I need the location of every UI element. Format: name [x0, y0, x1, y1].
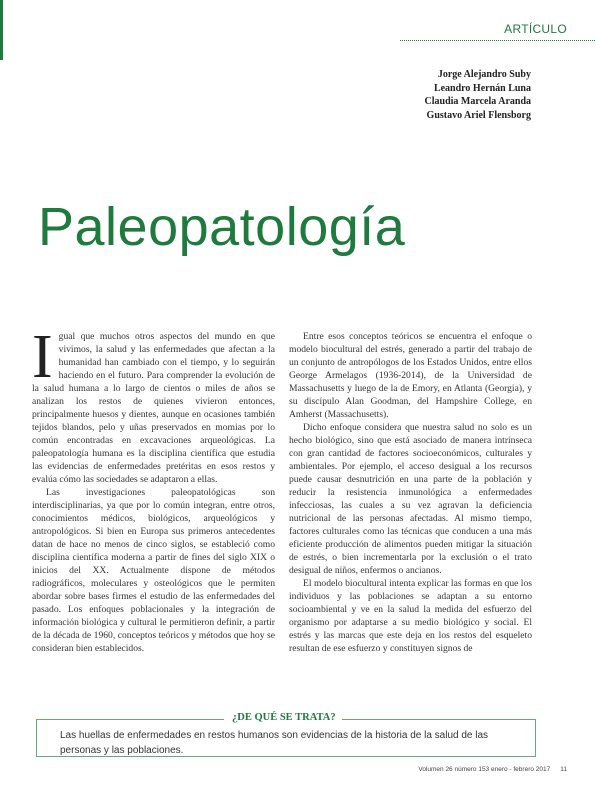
box-rule-right	[342, 719, 535, 720]
page-number: 11	[560, 766, 567, 773]
page-footer	[418, 766, 567, 773]
section-label: ARTÍCULO	[504, 22, 567, 36]
summary-box-text: Las huellas de enfermedades en restos humanos son evidencias de la historia de la salud de las personas y las poblaciones.	[60, 730, 489, 756]
box-rule-left	[36, 719, 224, 720]
body-paragraph: Dicho enfoque considera que nuestra salud no solo es un hecho biológico, sino que está asociado de manera intrínseca con gran cantidad de factores socioeconómicos, culturales y ambientales. Por ejemplo, el acceso desigual a los recursos puede causar desnutrición en una parte de la población y reducir la resistencia inmunológica a enfermedades infecciosas, las cuales a su vez agravan la deficiencia nutricional de las personas afectadas. Al mismo tiempo, factores culturales como las técnicas que conducen a una más eficiente producción de alimentos pueden mitigar la situación de estrés, o bien incrementarla por la exclusión o el trato desigual de niños, enfermos o ancianos.	[289, 422, 532, 576]
body-column-left	[32, 323, 275, 655]
author-name: Claudia Marcela Aranda	[424, 96, 531, 107]
body-paragraph: Entre esos conceptos teóricos se encuentra el enfoque o modelo biocultural del estrés, generado a partir del trabajo de un conjunto de antropólogos de los Estados Unidos, entre ellos George Armelagos (1936-2014), de la Universidad de Massachusetts y luego de la de Emory, en Atlanta (Georgia), y su discípulo Alan Goodman, del Hampshire College, en Amherst (Massachusetts).	[289, 331, 532, 420]
author-name: Leandro Hernán Luna	[433, 82, 531, 94]
body-paragraph	[32, 323, 275, 486]
article-title: Paleopatología	[38, 197, 406, 257]
author-name: Jorge Alejandro Suby	[437, 69, 531, 80]
section-rule	[400, 40, 595, 41]
drop-cap: I	[32, 323, 53, 391]
body-column-right	[289, 330, 532, 655]
paragraph-text: gual que muchos otros aspectos del mundo en que vivimos, la salud y las enfermedades que afectan a la humanidad han cambiado con el tiempo, y lo seguirán haciendo en el futuro. Para comprender la evolución de la salud humana a lo largo de cientos o miles de años se analizan los restos de quienes vivieron entonces, principalmente huesos y dientes, aunque en ocasiones también tejidos blandos, pelo y uñas preservados en momias por lo común encontradas en excavaciones arqueológicas. La paleopatología humana es la disciplina científica que estudia las evidencias de enfermedades pretéritas en esos restos y evalúa cómo las sociedades se adaptaron a ellas.	[32, 331, 275, 485]
accent-bar	[0, 0, 3, 60]
body-paragraph: El modelo biocultural intenta explicar las formas en que los individuos y las poblaciones se adaptan a su entorno socioambiental y ve en la salud la medida del esfuerzo del organismo por adaptarse a su medio biológico y social. El estrés y las marcas que este deja en los restos del esqueleto resultan de ese esfuerzo y constituyen signos de	[289, 578, 532, 654]
body-paragraph: Las investigaciones paleopatológicas son interdisciplinarias, ya que por lo común integran, entre otros, conocimientos médicos, biológicos, arqueológicos y antropológicos. Si bien en Europa sus primeros antecedentes datan de hace no menos de cinco siglos, se estableció como disciplina científica moderna a partir de fines del siglo XIX o inicios del XX. Actualmente dispone de métodos radiográficos, moleculares y osteológicos que le permiten abordar sobre bases firmes el estudio de las enfermedades del pasado. Los enfoques poblacionales y la integración de información biológica y cultural le permitieron definir, a partir de la década de 1960, conceptos teóricos y métodos que hoy se consideran bien establecidos.	[32, 487, 275, 654]
author-name: Gustavo Ariel Flensborg	[426, 109, 531, 121]
summary-box-heading: ¿DE QUÉ SE TRATA?	[232, 712, 336, 723]
author-list	[425, 68, 531, 122]
issue-info: Volumen 26 número 153 enero - febrero 2017	[418, 766, 551, 773]
